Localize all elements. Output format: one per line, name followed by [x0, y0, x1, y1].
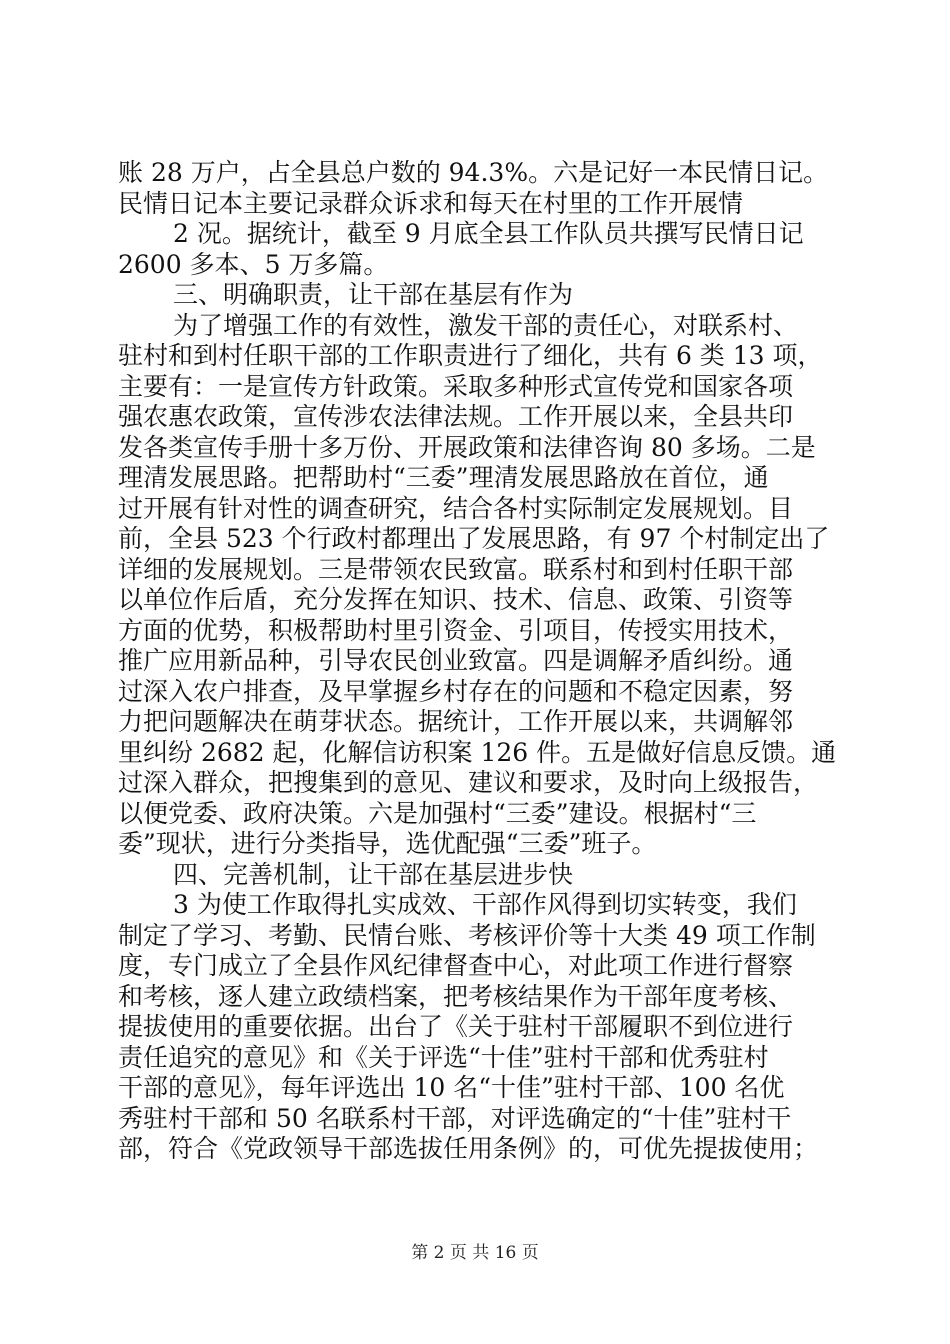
text-line: 力把问题解决在萌芽状态。据统计，工作开展以来，共调解邻 — [118, 707, 794, 736]
text-line: 强农惠农政策，宣传涉农法律法规。工作开展以来，全县共印 — [118, 402, 794, 431]
text-line: 驻村和到村任职干部的工作职责进行了细化，共有 6 类 13 项， — [118, 341, 823, 370]
text-line: 推广应用新品种，引导农民创业致富。四是调解矛盾纠纷。通 — [118, 646, 794, 675]
text-line: 2 况。据统计，截至 9 月底全县工作队员共撰写民情日记 — [173, 219, 804, 248]
text-line: 前，全县 523 个行政村都理出了发展思路，有 97 个村制定出了 — [118, 524, 830, 553]
text-line: 方面的优势，积极帮助村里引资金、引项目，传授实用技术， — [118, 615, 794, 645]
text-line: 2600 多本、5 万多篇。 — [118, 249, 389, 279]
text-line: 干部的意见》，每年评选出 10 名“十佳”驻村干部、100 名优 — [118, 1073, 785, 1102]
text-line: 理清发展思路。把帮助村“三委”理清发展思路放在首位，通 — [118, 463, 769, 492]
text-line: 三、明确职责，让干部在基层有作为 — [173, 280, 574, 309]
text-line: 以便党委、政府决策。六是加强村“三委”建设。根据村“三 — [118, 798, 757, 828]
text-line: 过开展有针对性的调查研究，结合各村实际制定发展规划。目 — [118, 493, 794, 523]
text-line: 以单位作后盾，充分发挥在知识、技术、信息、政策、引资等 — [118, 585, 794, 614]
text-line: 过深入农户排查，及早掌握乡村存在的问题和不稳定因素，努 — [118, 676, 794, 706]
text-line: 四、完善机制，让干部在基层进步快 — [173, 859, 574, 889]
text-line: 委”现状，进行分类指导，选优配强“三委”班子。 — [118, 829, 657, 858]
text-line: 为了增强工作的有效性，激发干部的责任心，对联系村、 — [173, 310, 799, 340]
text-line: 提拔使用的重要依据。出台了《关于驻村干部履职不到位进行 — [118, 1012, 794, 1041]
text-line: 制定了学习、考勤、民情台账、考核评价等十大类 49 项工作制 — [118, 920, 816, 950]
text-line: 秀驻村干部和 50 名联系村干部，对评选确定的“十佳”驻村干 — [118, 1103, 792, 1133]
text-line: 度，专门成立了全县作风纪律督查中心，对此项工作进行督察 — [118, 951, 794, 980]
text-line: 里纠纷 2682 起，化解信访积案 126 件。五是做好信息反馈。通 — [118, 737, 837, 767]
text-line: 和考核，逐人建立政绩档案，把考核结果作为干部年度考核、 — [118, 981, 794, 1011]
text-line: 发各类宣传手册十多万份、开展政策和法律咨询 80 多场。二是 — [118, 432, 816, 462]
text-line: 责任追究的意见》和《关于评选“十佳”驻村干部和优秀驻村 — [118, 1042, 769, 1072]
text-line: 3 为使工作取得扎实成效、干部作风得到切实转变，我们 — [173, 890, 797, 919]
text-line: 民情日记本主要记录群众诉求和每天在村里的工作开展情 — [118, 188, 744, 218]
body-text — [118, 158, 838, 1165]
text-line: 详细的发展规划。三是带领农民致富。联系村和到村任职干部 — [118, 554, 794, 584]
text-line: 账 28 万户，占全县总户数的 94.3%。六是记好一本民情日记。 — [118, 158, 829, 187]
text-line: 过深入群众，把搜集到的意见、建议和要求，及时向上级报告， — [118, 768, 819, 797]
page-footer: 第 2 页 共 16 页 — [411, 1243, 539, 1263]
text-line: 部，符合《党政领导干部选拔任用条例》的，可优先提拔使用； — [118, 1134, 819, 1163]
text-line: 主要有：一是宣传方针政策。采取多种形式宣传党和国家各项 — [118, 371, 794, 401]
